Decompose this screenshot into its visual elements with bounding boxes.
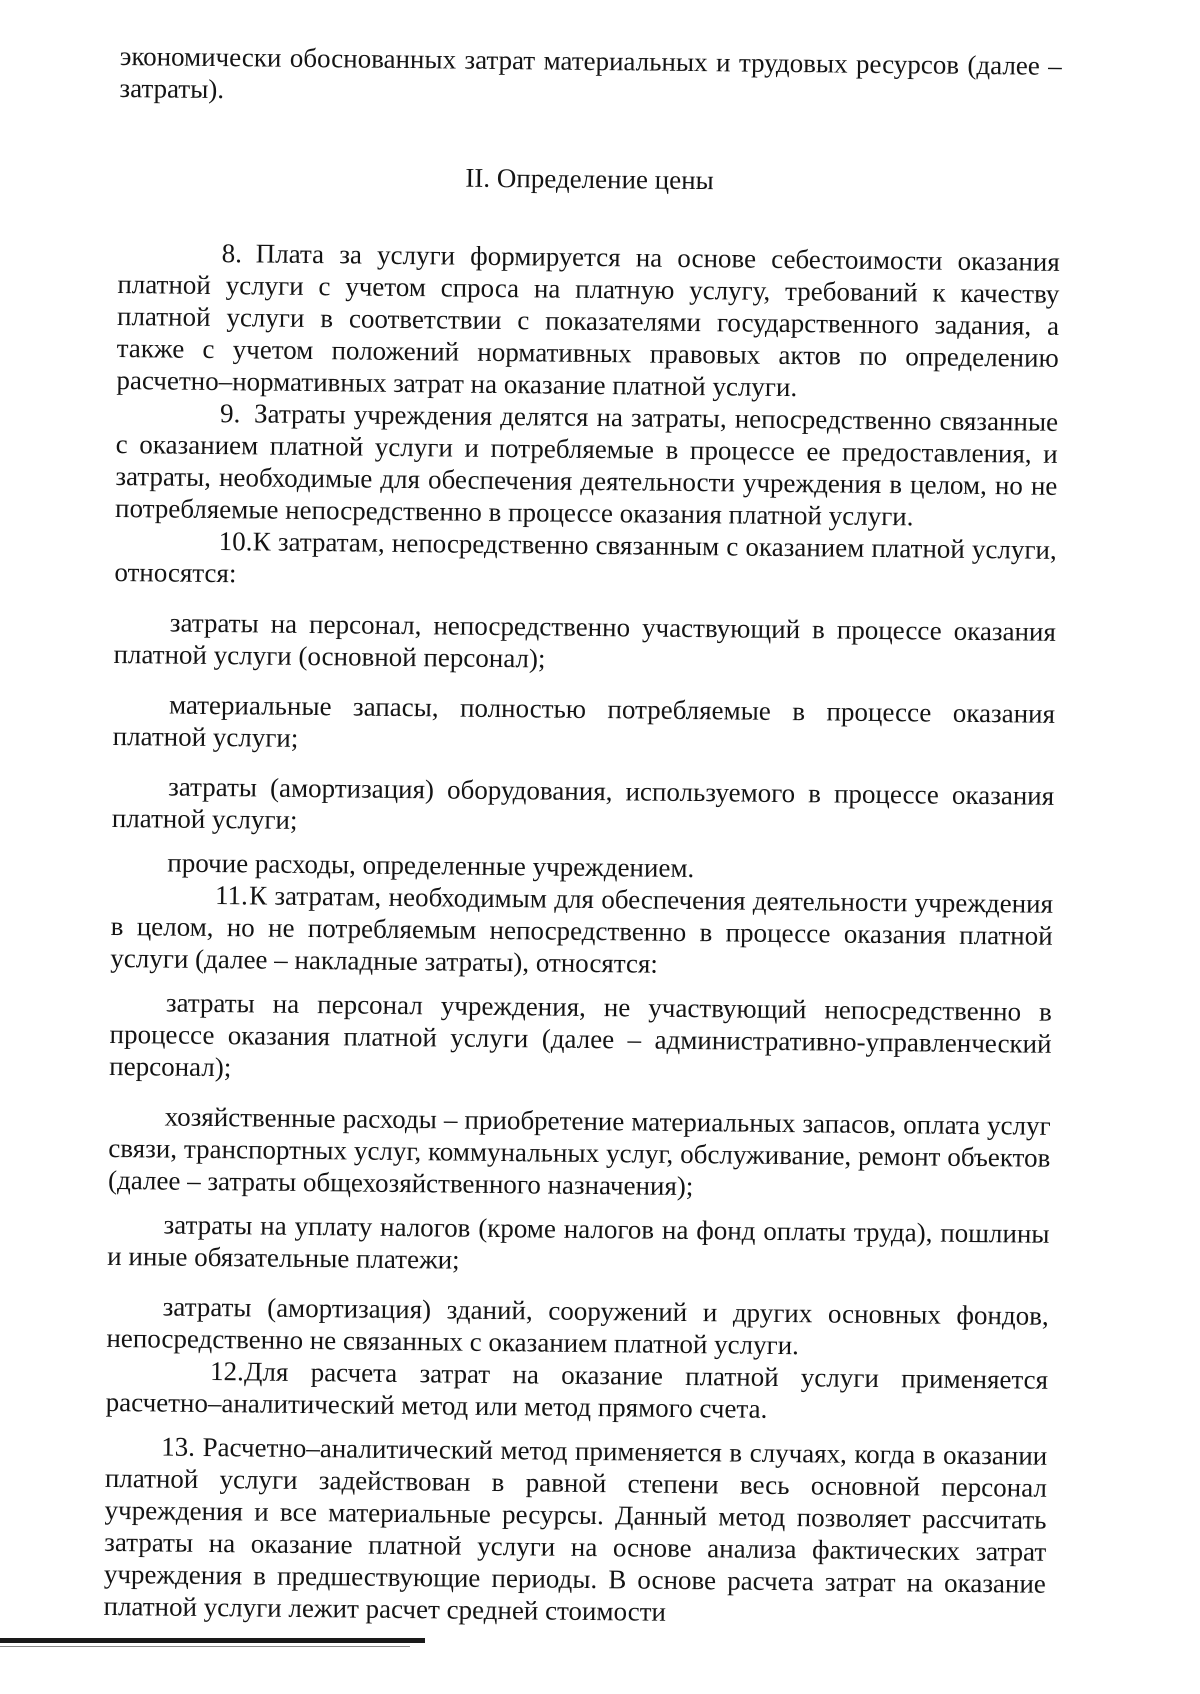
paragraph-12 xyxy=(106,1354,1049,1428)
scan-edge-line xyxy=(0,1638,425,1643)
paragraph-9 xyxy=(115,396,1058,534)
paragraph-11 xyxy=(110,878,1053,984)
paragraph-12-text: Для расчета затрат на оказание платной услуги применяется расчетно–аналитический метод или метод прямого счета. xyxy=(105,1356,1049,1424)
list-item: затраты (амортизация) оборудования, используемого в процессе оказания платной услуги; xyxy=(111,771,1055,835)
paragraph-11-number: 11. xyxy=(214,880,248,911)
paragraph-13: 13. Расчетно–аналитический метод применяется в случаях, когда в оказании платной услуги задействован в равной степени весь основной персонал учреждения и все материальные ресурсы. Данный метод позволяет рассчитать затраты на оказание платной услуги на основе анализа фактических затрат учреждения в предшествующие периоды. В основе расчета затрат на оказание платной услуги лежит расчет средней стоимости xyxy=(103,1431,1048,1627)
list-item: затраты на персонал, непосредственно участвующий в процессе оказания платной услуги (основной персонал); xyxy=(113,607,1057,674)
list-item: прочие расходы, определенные учреждением. xyxy=(167,847,695,884)
paragraph-10 xyxy=(114,524,1057,598)
list-item: материальные запасы, полностью потребляемые в процессе оказания платной услуги; xyxy=(112,689,1056,753)
list-item: затраты (амортизация) зданий, сооружений и других основных фондов, непосредственно не связанных с оказанием платной услуги. xyxy=(106,1291,1049,1361)
section-title: II. Определение цены xyxy=(465,162,714,196)
paragraph-12-number: 12. xyxy=(209,1356,244,1387)
paragraph-8 xyxy=(116,236,1060,406)
scan-edge-line-thin xyxy=(0,1646,410,1647)
paragraph-11-text: К затратам, необходимым для обеспечения деятельности учреждения в целом, но не потребляемым непосредственно в процессе оказания платной услуги (далее – накладные затраты), относятся: xyxy=(110,880,1054,979)
paragraph-8-number: 8. xyxy=(221,238,243,269)
list-item: хозяйственные расходы – приобретение материальных запасов, оплата услуг связи, транспортных услуг, коммунальных услуг, обслуживание, ремонт объектов (далее – затраты общехозяйственного назначения); xyxy=(107,1101,1051,1202)
paragraph-8-text: Плата за услуги формируется на основе себестоимости оказания платной услуги с учетом спроса на платную услугу, требований к качеству платной услуги в соответствии с показателями государственного задания, а также с учетом положений нормативных правовых актов по определению расчетно–нормативных затрат на оказание платной услуги. xyxy=(116,238,1060,403)
intro-paragraph: экономически обоснованных затрат материальных и трудовых ресурсов (далее – затраты). xyxy=(119,40,1062,105)
document-page xyxy=(103,40,1062,1632)
paragraph-10-text: К затратам, непосредственно связанным с оказанием платной услуги, относятся: xyxy=(114,526,1057,589)
paragraph-10-number: 10. xyxy=(218,526,253,557)
list-item: затраты на уплату налогов (кроме налогов на фонд оплаты труда), пошлины и иные обязательные платежи; xyxy=(107,1209,1050,1275)
list-item: затраты на персонал учреждения, не участвующий непосредственно в процессе оказания платной услуги (далее – административно-управленческий персонал); xyxy=(109,987,1053,1083)
paragraph-9-number: 9. xyxy=(219,398,241,429)
paragraph-9-text: Затраты учреждения делятся на затраты, непосредственно связанные с оказанием платной услуги и потребляемые в процессе ее предоставления, и затраты, необходимые для обеспечения деятельности учреждения в целом, но не потребляемые непосредственно в процессе оказания платной услуги. xyxy=(114,398,1059,532)
